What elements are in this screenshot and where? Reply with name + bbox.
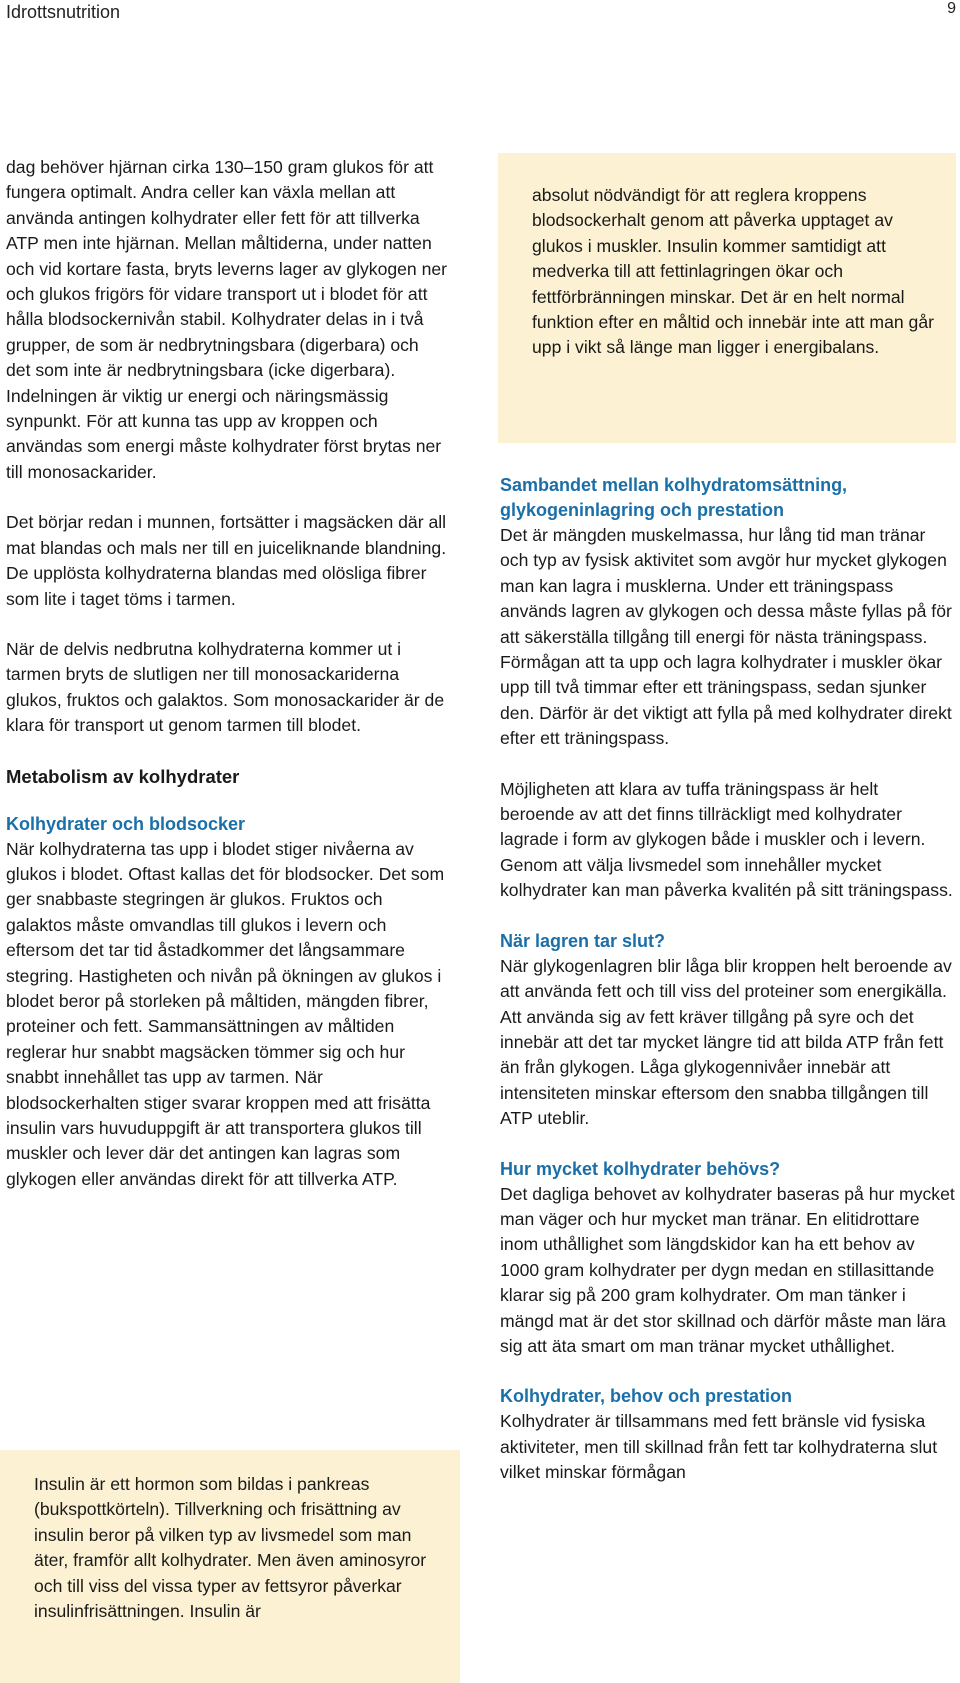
subheading: Kolhydrater, behov och prestation	[500, 1386, 793, 1407]
paragraph: Det är mängden muskelmassa, hur lång tid man tränar och typ av fysisk aktivitet som avgör hur mycket glykogen man kan lagra i musklerna. Under ett träningspass används lagren av glykogen och dessa måste fyllas på för att säkerställa tillgång till energi för nästa träningspass. Förmågan att ta upp och lagra kolhydrater i muskler ökar upp till två timmar efter ett träningspass, sedan sjunker den. Därför är det viktigt att fylla på med kolhydrater direkt efter ett träningspass.	[500, 525, 952, 749]
paragraph: dag behöver hjärnan cirka 130–150 gram glukos för att fungera optimalt. Andra celler kan växla mellan att använda antingen kolhydrater eller fett för att tillverka ATP men inte hjärnan. Mellan måltiderna, under natten och vid kortare fasta, bryts leverns lager av glykogen ner och glukos frigörs för vidare transport ut i blodet för att hålla blodsockernivån stabil. Kolhydrater delas in i två grupper, de som är nedbrytningsbara (digerbara) och det som inte är nedbrytningsbara (icke digerbara). Indelningen är viktig ur energi och näringsmässig synpunkt. För att kunna tas upp av kroppen och användas som energi måste kolhydrater först brytas ner till monosackarider.	[6, 157, 448, 482]
page-header	[0, 0, 960, 30]
left-column	[6, 155, 448, 1192]
paragraph: Det dagliga behovet av kolhydrater baseras på hur mycket man väger och hur mycket man tränar. En elitidrottare inom uthållighet som längdskidor kan ha ett behov av 1000 gram kolhydrater per dygn medan en stillasittande klarar sig på 200 gram kolhydrater. Om man tänker i mängd mat är det stor skillnad och därför måste man lära sig att äta smart om man tränar mycket uthållighet.	[500, 1183, 955, 1356]
subheading: Sambandet mellan kolhydratomsättning, glykogeninlagring och prestation	[500, 475, 848, 520]
page-number: 9	[947, 0, 956, 17]
subheading: Kolhydrater och blodsocker	[6, 813, 246, 834]
info-box-text: Insulin är ett hormon som bildas i pankreas (bukspottkörteln). Tillverkning och frisättning av insulin beror på vilken typ av livsmedel som man äter, framför allt kolhydrater. Men även aminosyror och till viss del vissa typer av fettsyror påverkar insulinfrisättningen. Insulin är	[34, 1474, 427, 1622]
section-heading: Metabolism av kolhydrater	[6, 765, 240, 787]
subheading: Hur mycket kolhydrater behövs?	[500, 1158, 781, 1179]
paragraph: Det börjar redan i munnen, fortsätter i magsäcken där all mat blandas och mals ner till en juiceliknande blandning. De upplösta kolhydraterna blandas med olösliga fibrer som lite i taget töms i tarmen.	[6, 512, 447, 609]
info-box-text: absolut nödvändigt för att reglera kroppens blodsockerhalt genom att påverka upptaget av glukos i muskler. Insulin kommer samtidigt att medverka till att fettinlagringen ökar och fettförbränningen minskar. Det är en helt normal funktion efter en måltid och innebär inte att man går upp i vikt så länge man ligger i energibalans.	[532, 185, 934, 358]
subheading: När lagren tar slut?	[500, 930, 666, 951]
info-box-insulin-continued	[498, 153, 956, 443]
info-box-insulin	[0, 1450, 460, 1683]
paragraph: När glykogenlagren blir låga blir kroppen helt beroende av att använda fett och till viss del proteiner som energikälla. Att använda sig av fett kräver tillgång på syre och det innebär att det tar mycket längre tid att bilda ATP från fett än från glykogen. Låga glykogennivåer innebär att intensiteten minskar eftersom den snabba tillgången till ATP uteblir.	[500, 955, 952, 1129]
right-column	[500, 473, 956, 1486]
paragraph: Kolhydrater är tillsammans med fett bränsle vid fysiska aktiviteter, men till skillnad från fett tar kolhydraterna slut vilket minskar förmågan	[500, 1411, 938, 1483]
paragraph: När kolhydraterna tas upp i blodet stiger nivåerna av glukos i blodet. Oftast kallas det för blodsocker. Det som ger snabbaste stegringen är glukos. Fruktos och galaktos måste omvandlas till glukos i levern och eftersom det tar tid åstadkommer det långsammare stegring. Hastigheten och nivån på ökningen av glukos i blodet beror på storleken på måltiden, mängden fibrer, proteiner och fett. Sammansättningen av måltiden reglerar hur snabbt magsäcken tömmer sig och hur snabbt innehållet tas upp av tarmen. När blodsockerhalten stiger svarar kroppen med att frisätta insulin vars huvuduppgift är att transportera glukos till muskler och lever där det antingen kan lagras som glykogen eller användas direkt för att tillverka ATP.	[6, 838, 445, 1189]
paragraph: När de delvis nedbrutna kolhydraterna kommer ut i tarmen bryts de slutligen ner till monosackariderna glukos, fruktos och galaktos. Som monosackarider är de klara för transport ut genom tarmen till blodet.	[6, 638, 445, 736]
paragraph: Möjligheten att klara av tuffa träningspass är helt beroende av att det finns tillräckligt med kolhydrater lagrade i form av glykogen både i muskler och i levern. Genom att välja livsmedel som innehåller mycket kolhydrater kan man påverka kvalitén på sitt träningspass.	[500, 778, 953, 901]
running-title: Idrottsnutrition	[6, 2, 121, 22]
